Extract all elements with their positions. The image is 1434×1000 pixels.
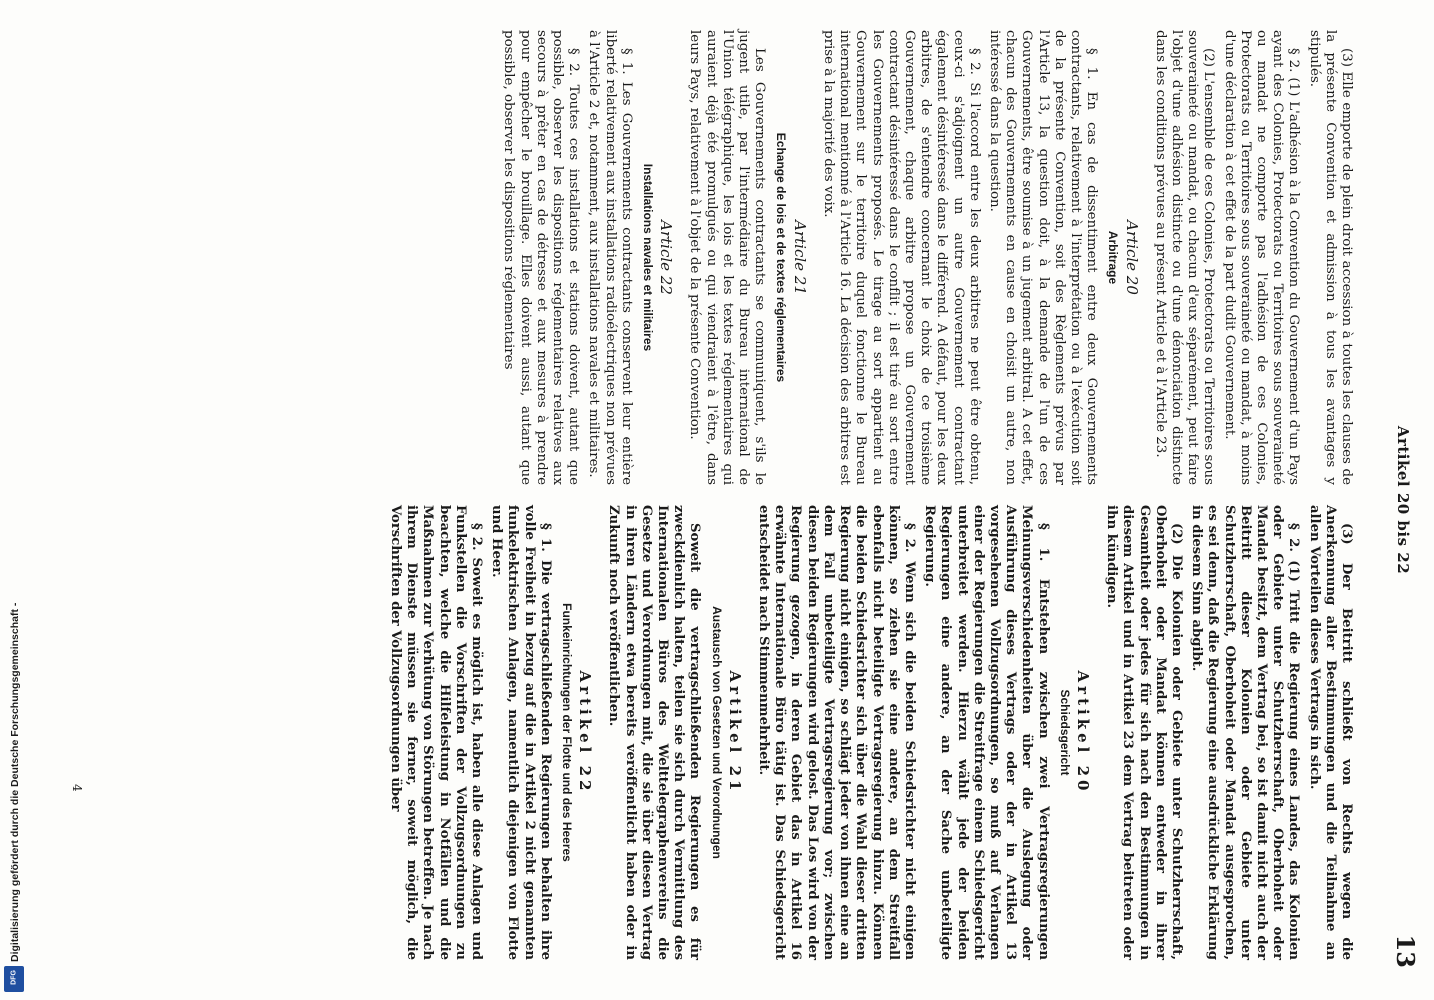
fr-article-22-subtitle: Installations navales et militaires <box>641 163 656 352</box>
footer-number: 4 <box>70 784 84 792</box>
de-intro-p2-1: § 2. (1) Tritt die Regierung eines Landes, das Kolonien oder Gebiete unter Schutzherrschaft, Oberhoheit oder Mandat besitzt, dem Vertrag bei, so ist damit nicht auch der Beitritt dieser Kolonien oder Gebiete unter Schutzherrschaft, Oberhoheit oder Mandat ausgesprochen, es sei denn, daß die Regierung eine ausdrückliche Erklärung in diesem Sinn abgibt. <box>1189 505 1302 960</box>
fr-article-20-p2: § 2. Si l'accord entre les deux arbitres ne peut être obtenu, ceux-ci s'adjoignent un autre Gouvernement contractant également désintéressé dans le différend. A défaut, pour les deux arbitres, de s'entendre concernant le choix de ce troisième Gouvernement, chaque arbitre propose un Gouvernement contractant désintéressé dans le conflit ; il est tiré au sort entre les Gouvernements proposés. Le tirage au sort appartient au Gouvernement sur le territoire duquel fonctionne le Bureau international mentionné à l'Article 16. La décision des arbitres est prise à la majorité des voix. <box>820 30 982 485</box>
fr-article-22-p1: § 1. Les Gouvernements contractants conservent leur entière liberté relativement aux installations radioélectriques non prévues à l'Article 2 et, notamment, aux installations navales et militaires. <box>586 30 634 485</box>
fr-article-20-subtitle: Arbitrage <box>1106 230 1121 285</box>
de-article-21-title: Artikel 21 <box>725 670 744 795</box>
fr-article-20-p1: § 1. En cas de dissentiment entre deux Gouvernements contractants, relativement à l'interprétation ou à l'exécution soit de la présente Convention, soit des Règlements prévus par l'Article 13, la question doit, à la demande de l'un de ces Gouvernements, être soumise à un jugement arbitral. A cet effet, chacun des Gouvernements en cause en choisit un autre, non intéressé dans la question. <box>986 30 1100 485</box>
de-article-20-title: Artikel 20 <box>1073 670 1092 795</box>
page-header: Artikel 20 bis 22 <box>1394 425 1412 575</box>
fr-article-21-p1: Les Gouvernements contractants se communiquent, s'ils le jugent utile, par l'intermédiaire du Bureau international de l'Union télégraphique, les lois et les textes réglementaires qui auraient déjà été promulgués ou qui viendraient à l'être, dans leurs Pays, relativement à l'objet de la présente Convention. <box>687 30 768 485</box>
french-column <box>496 30 1354 485</box>
digitization-credit-strip <box>0 0 30 1000</box>
de-intro-p2-2: (2) Die Kolonien oder Gebiete unter Schutzherrschaft, Oberhoheit oder Mandat können entweder in ihrer Gesamtheit oder jedes für sich nach den Bestimmungen in diesem Artikel und in Artikel 23 dem Vertrag beitreten oder ihn kündigen. <box>1104 505 1184 960</box>
dfg-logo-icon <box>4 966 24 992</box>
de-article-22-subtitle: Funkeinrichtungen der Flotte und des Heeres <box>560 603 575 862</box>
digitization-credit: Digitalisierung gefördert durch die Deutsche Forschungsgemeinschaft - <box>9 602 21 962</box>
fr-intro-p2-1: § 2. (1) L'adhésion à la Convention du Gouvernement d'un Pays ayant des Colonies, Protectorats ou Territoires sous souveraineté ou mandat ne comporte pas l'adhésion de ces Colonies, Protectorats ou Territoires sous souveraineté ou mandat, à moins d'une déclaration à cet effet de la part dudit Gouvernement. <box>1221 30 1302 485</box>
dfg-logo-text: DFG <box>10 970 18 985</box>
de-article-20-p2: § 2. Wenn sich die beiden Schiedsrichter nicht einigen können, so ziehen sie eine andere, an dem Streitfall ebenfalls nicht beteiligte Vertragsregierung hinzu. Können die beiden Schiedsrichter sich über die Wahl dieser dritten Regierung nicht einigen, so schlägt jeder von ihnen eine an dem Fall unbeteiligte Vertragsregierung vor; zwischen diesen beiden Regierungen wird gelost. Das Los wird von der Regierung gezogen, in deren Gebiet das in Artikel 16 erwähnte Internationale Büro tätig ist. Das Schiedsgericht entscheidet nach Stimmenmehrheit. <box>756 505 917 960</box>
de-article-20-subtitle: Schiedsgericht <box>1057 689 1072 776</box>
page-number: 13 <box>1391 934 1420 968</box>
fr-article-21-subtitle: Echange de lois et de textes réglementaires <box>774 132 789 383</box>
fr-article-22-p2: § 2. Toutes ces installations et stations doivent, autant que possible, observer les dispositions réglementaires relatives aux secours à prêter en cas de détresse et aux mesures à prendre pour empêcher le brouillage. Elles doivent aussi, autant que possible, observer les dispositions réglementaires <box>501 30 582 485</box>
german-column <box>383 505 1354 960</box>
de-article-20-p1: § 1. Entstehen zwischen zwei Vertragsregierungen Meinungsverschiedenheiten über die Auslegung oder Ausführung dieses Vertrags oder der in Artikel 13 vorgesehenen Vollzugsordnungen, so muß auf Verlangen einer der Regierungen die Streitfrage einem Schiedsgericht unterbreitet werden. Hierzu wählt jede der beiden Regierungen eine andere, an der Sache unbeteiligte Regierung. <box>922 505 1051 960</box>
de-article-22-p1: § 1. Die vertragschließenden Regierungen behalten ihre volle Freiheit in bezug auf die in Artikel 2 nicht genannten funkelektrischen Anlagen, namentlich diejenigen von Flotte und Heer. <box>489 505 553 960</box>
de-article-21-subtitle: Austausch von Gesetzen und Verordnungen <box>709 606 724 859</box>
de-article-21-p1: Soweit die vertragschließenden Regierungen es für zweckdienlich halten, teilen sie sich durch Vermittlung des Internationalen Büros des Welttelegraphenvereins die Gesetze und Verordnungen mit, die sie über diesen Vertrag in ihren Ländern etwa bereits veröffentlicht haben oder in Zukunft noch veröffentlichen. <box>606 505 703 960</box>
de-intro-3: (3) Der Beitritt schließt von Rechts wegen die Anerkennung aller Bestimmungen und die Teilnahme an allen Vorteilen dieses Vertrags in sich. <box>1306 505 1354 960</box>
fr-intro-p2-2: (2) L'ensemble de ces Colonies, Protectorats ou Territoires sous souveraineté ou mandat, ou chacun d'eux séparément, peut faire l'objet d'une adhésion distincte ou d'une dénonciation distincte dans les conditions prévues au présent Article et à l'Article 23. <box>1152 30 1217 485</box>
de-article-22-p2: § 2. Soweit es möglich ist, haben alle diese Anlagen und Funkstellen die Vorschriften der Vollzugsordnungen zu beachten, welche die Hilfeleistung in Notfällen und die Maßnahmen zur Verhütung von Störungen betreffen. Je nach ihrem Dienste müssen sie ferner, soweit möglich, die Vorschriften der Vollzugsordnungen über <box>388 505 485 960</box>
fr-article-20-title: Article 20 <box>1122 220 1141 295</box>
fr-intro-3: (3) Elle emporte de plein droit accession à toutes les clauses de la présente Convention et admission à tous les avantages y stipulés. <box>1306 30 1354 485</box>
fr-article-21-title: Article 21 <box>790 220 809 295</box>
de-article-22-title: Artikel 22 <box>576 670 595 795</box>
fr-article-22-title: Article 22 <box>657 220 676 295</box>
